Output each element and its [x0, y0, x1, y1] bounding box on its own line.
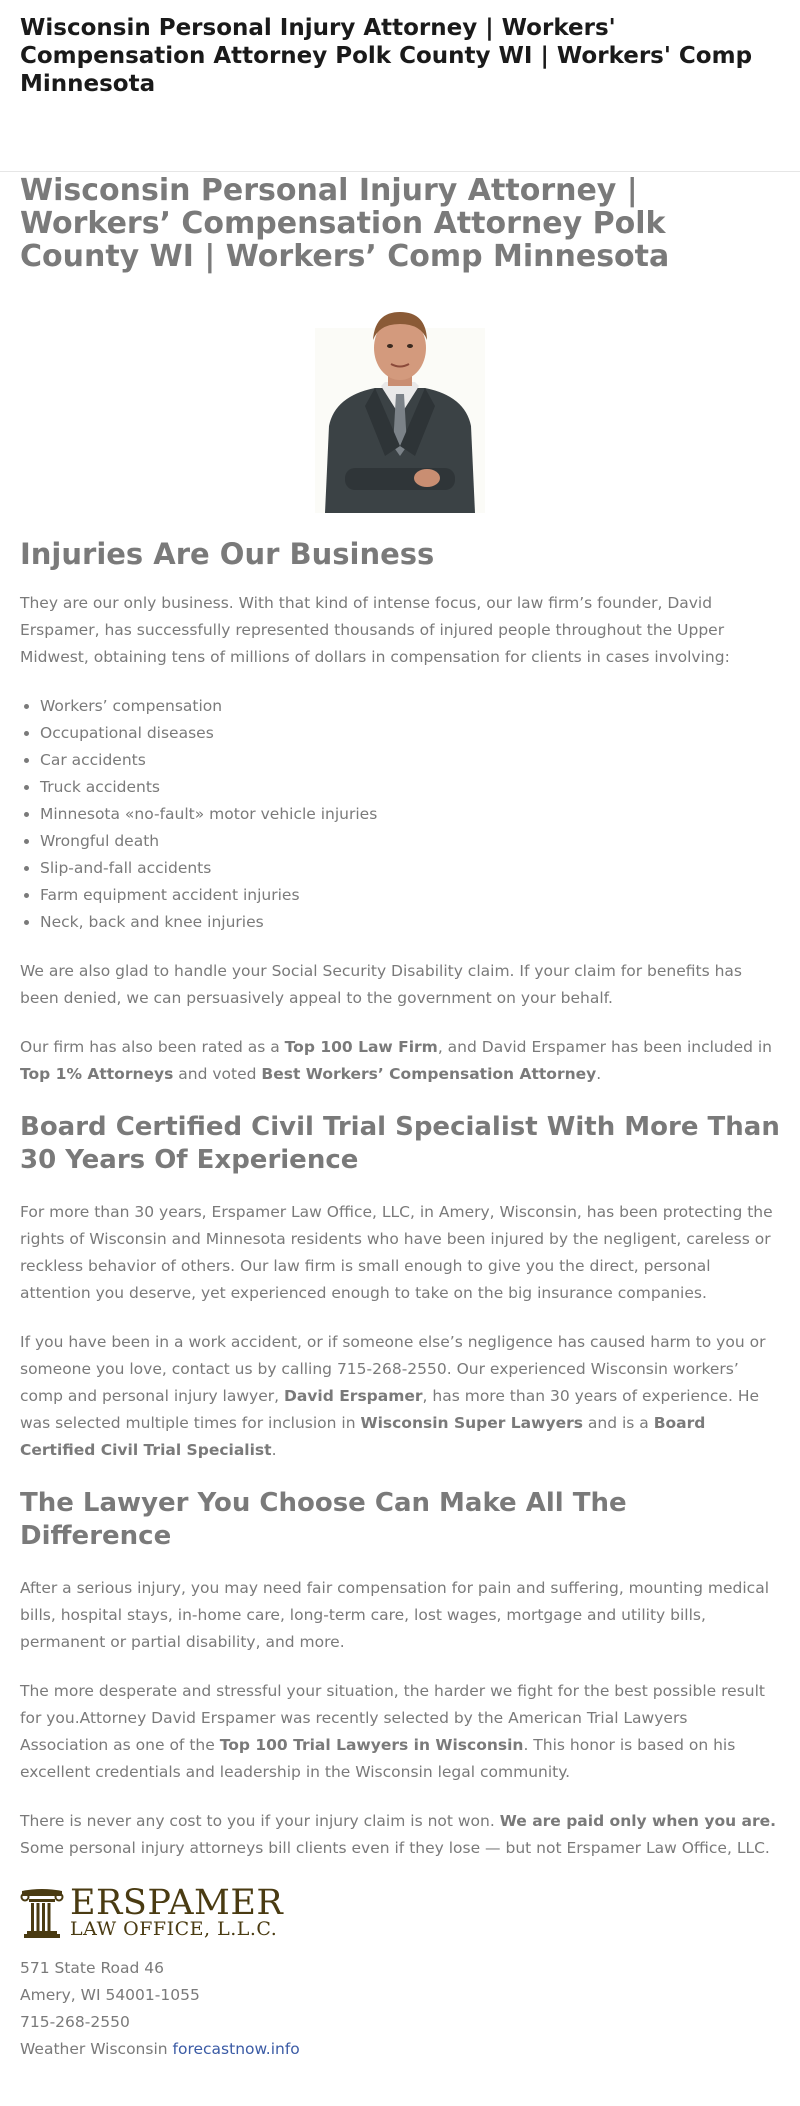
- injury-list: [20, 693, 780, 936]
- intro-heading: Injuries Are Our Business: [20, 537, 435, 571]
- difference-paragraph-2: The more desperate and stressful your situation, the harder we fight for the best possible result for you.Attorney David Erspamer was recently selected by the American Trial Lawyers Association as one of the Top 100 Trial Lawyers in Wisconsin. This honor is based on his excellent credentials and leadership in the Wisconsin legal community.: [20, 1682, 765, 1781]
- site-header: [0, 0, 800, 172]
- page-title: Wisconsin Personal Injury Attorney | Workers’ Compensation Attorney Polk County WI | Workers’ Comp Minnesota: [20, 173, 670, 274]
- disability-paragraph: We are also glad to handle your Social Security Disability claim. If your claim for benefits has been denied, we can persuasively appeal to the government on your behalf.: [20, 962, 742, 1007]
- weather-link[interactable]: forecastnow.info: [172, 2040, 300, 2058]
- main-content: [0, 172, 800, 2063]
- board-paragraph-1: For more than 30 years, Erspamer Law Office, LLC, in Amery, Wisconsin, has been protecting the rights of Wisconsin and Minnesota residents who have been injured by the negligent, careless or reckless behavior of others. Our law firm is small enough to give you the direct, personal attention you deserve, yet experienced enough to take on the big insurance companies.: [20, 1203, 773, 1302]
- logo-name: ERSPAMER: [70, 1883, 284, 1923]
- intro-section: [20, 537, 780, 1088]
- list-item: • Neck, back and knee injuries: [40, 909, 780, 936]
- list-item: • Farm equipment accident injuries: [40, 882, 780, 909]
- city-address: Amery, WI 54001-1055: [20, 1986, 200, 2004]
- board-paragraph-2: If you have been in a work accident, or if someone else’s negligence has caused harm to you or someone you love, contact us by calling 715-268-2550. Our experienced Wisconsin workers’ comp and personal injury lawyer, David Erspamer, has more than 30 years of experience. He was selected multiple times for inclusion in Wisconsin Super Lawyers and is a Board Certified Civil Trial Specialist.: [20, 1333, 766, 1459]
- street-address: 571 State Road 46: [20, 1959, 165, 1977]
- list-item: • Workers’ compensation: [40, 693, 780, 720]
- attorney-photo: [20, 296, 780, 513]
- phone-number: 715-268-2550: [20, 2013, 130, 2031]
- site-title[interactable]: Wisconsin Personal Injury Attorney | Workers' Compensation Attorney Polk County WI | Workers' Comp Minnesota: [20, 15, 753, 97]
- weather-line: Weather Wisconsin forecastnow.info: [20, 2040, 300, 2058]
- difference-section: [20, 1487, 780, 1862]
- logo-subtitle: LAW OFFICE, L.L.C.: [70, 1918, 278, 1940]
- difference-heading: The Lawyer You Choose Can Make All The Difference: [20, 1488, 627, 1551]
- list-item: • Car accidents: [40, 747, 780, 774]
- list-item: • Occupational diseases: [40, 720, 780, 747]
- attorney-portrait-image: [315, 296, 485, 513]
- rating-paragraph: Our firm has also been rated as a Top 100 Law Firm, and David Erspamer has been included in Top 1% Attorneys and voted Best Workers’ Compensation Attorney.: [20, 1038, 773, 1083]
- list-item: • Truck accidents: [40, 774, 780, 801]
- difference-paragraph-3: There is never any cost to you if your injury claim is not won. We are paid only when you are. Some personal injury attorneys bill clients even if they lose — but not Erspamer Law Office, LLC.: [20, 1812, 777, 1857]
- list-item: • Wrongful death: [40, 828, 780, 855]
- board-section: [20, 1111, 780, 1464]
- list-item: • Slip-and-fall accidents: [40, 855, 780, 882]
- difference-paragraph-1: After a serious injury, you may need fair compensation for pain and suffering, mounting medical bills, hospital stays, in-home care, long-term care, lost wages, mortgage and utility bills, permanent or partial disability, and more.: [20, 1579, 769, 1651]
- footer: [20, 1883, 780, 2063]
- list-item: • Minnesota «no-fault» motor vehicle injuries: [40, 801, 780, 828]
- intro-paragraph: They are our only business. With that kind of intense focus, our law firm’s founder, David Erspamer, has successfully represented thousands of injured people throughout the Upper Midwest, obtaining tens of millions of dollars in compensation for clients in cases involving:: [20, 594, 730, 666]
- erspamer-logo[interactable]: [20, 1883, 780, 1940]
- address-block: [20, 1955, 780, 2063]
- board-heading: Board Certified Civil Trial Specialist With More Than 30 Years Of Experience: [20, 1112, 780, 1175]
- column-icon: [20, 1888, 64, 1938]
